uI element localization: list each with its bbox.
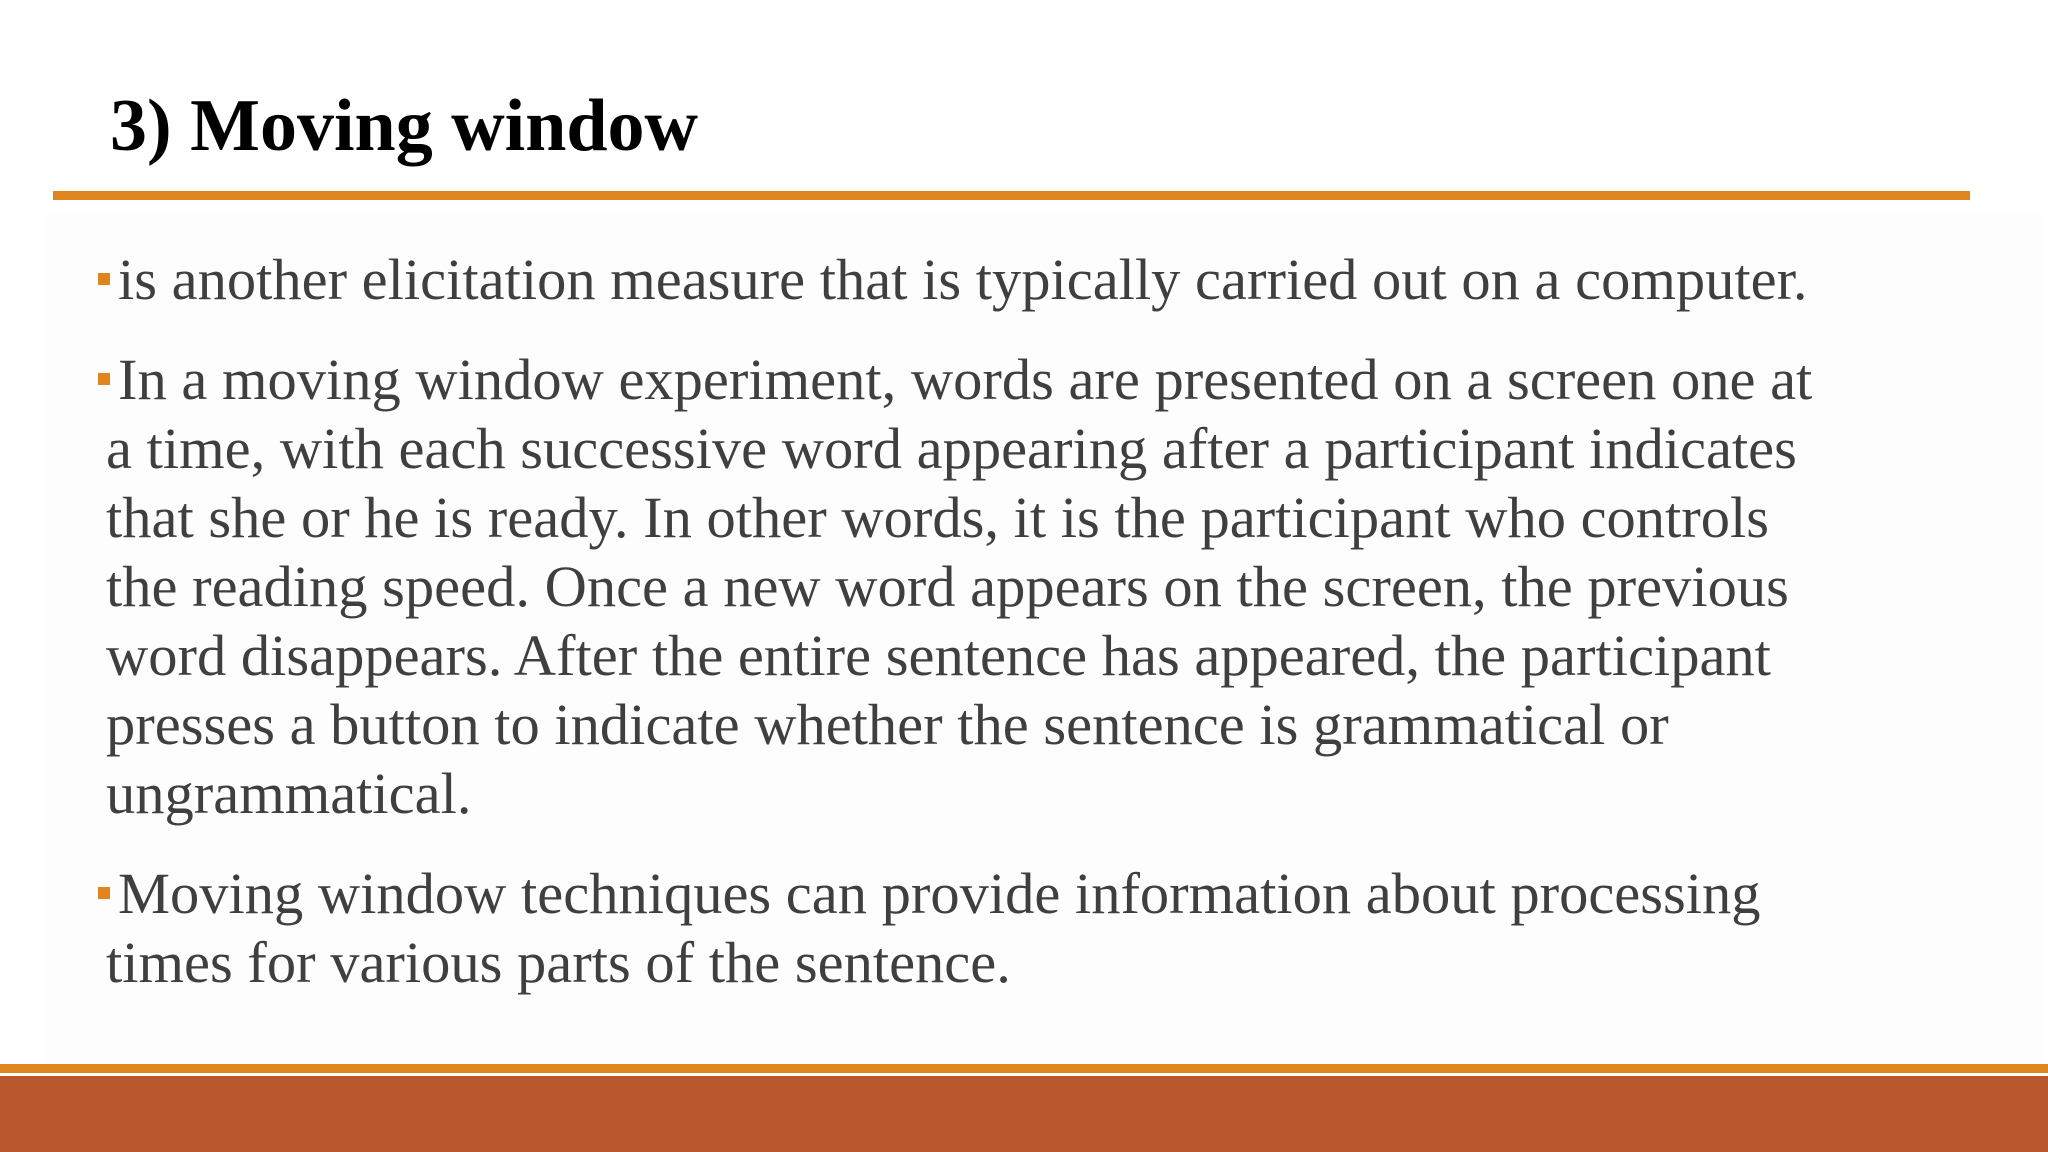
bullet-line: times for various parts of the sentence. — [106, 930, 1011, 995]
title-divider — [53, 191, 1970, 200]
bullet-line: presses a button to indicate whether the sentence is grammatical or — [106, 692, 1669, 757]
square-bullet-icon — [98, 373, 110, 385]
bullet-item — [106, 245, 1991, 314]
bullet-line: Moving window techniques can provide information about processing — [118, 861, 1761, 926]
bullet-line: In a moving window experiment, words are presented on a screen one at — [118, 347, 1813, 412]
bullet-line: is another elicitation measure that is typically carried out on a computer. — [118, 247, 1808, 312]
footer-accent-stripe — [0, 1064, 2048, 1073]
footer-band — [0, 1076, 2048, 1152]
bullet-list — [106, 245, 1991, 1028]
bullet-line: that she or he is ready. In other words, it is the participant who controls — [106, 485, 1770, 550]
bullet-line: ungrammatical. — [106, 761, 472, 826]
bullet-line: a time, with each successive word appearing after a participant indicates — [106, 416, 1797, 481]
bullet-item — [106, 859, 1991, 997]
bullet-line: word disappears. After the entire sentence has appeared, the participant — [106, 623, 1771, 688]
square-bullet-icon — [98, 887, 110, 899]
bullet-line: the reading speed. Once a new word appears on the screen, the previous — [106, 554, 1789, 619]
bullet-item — [106, 345, 1991, 828]
slide-title: 3) Moving window — [110, 85, 698, 167]
square-bullet-icon — [98, 273, 110, 285]
